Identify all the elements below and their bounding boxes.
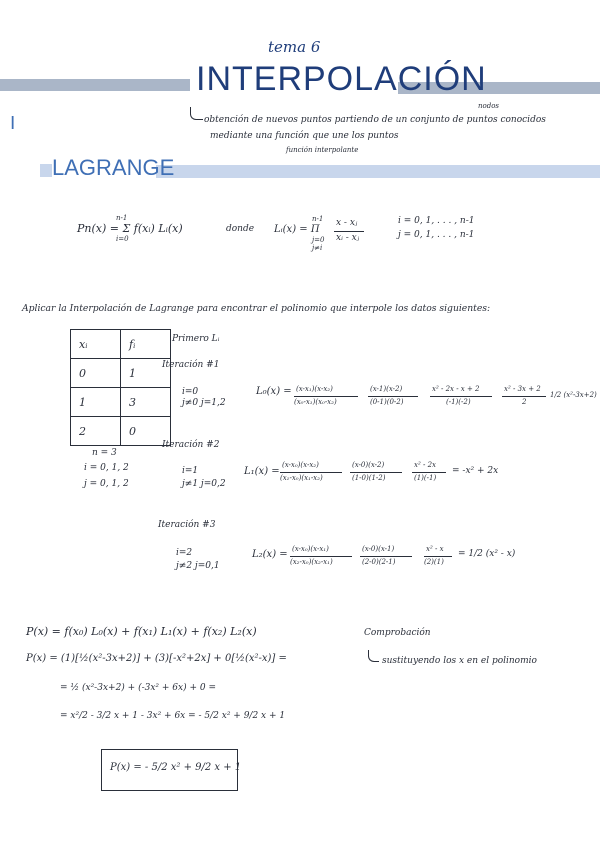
j-values: j = 0, 1, 2 [84,479,129,489]
definition-line1: obtención de nuevos puntos partiendo de un conjunto de puntos conocidos [204,115,546,125]
iteration3-den2: (2-0)(2-1) [362,558,396,566]
section-bar-right [156,165,600,178]
table-row [71,359,171,388]
iteration1-lhs: L₀(x) = [256,386,292,397]
pn-formula: Pn(x) = Σ f(xᵢ) Lᵢ(x) [77,222,183,235]
iteration1-result: 1/2 (x²-3x+2) [550,391,597,399]
iteration1-num2: (x-1)(x-2) [370,385,403,393]
i-values: i = 0, 1, 2 [84,463,129,473]
polynomial-step1: = ½ (x²-3x+2) + (-3x² + 6x) + 0 = [60,683,216,693]
iteration1-num: (x-x₁)(x-x₂) [296,385,333,393]
iteration1-den: (x₀-x₁)(x₀-x₂) [294,398,337,406]
iteration3-den: (x₂-x₀)(x₂-x₁) [290,558,333,566]
li-prod-bottom1: j=0 [312,236,325,244]
iteration2-num3: x² - 2x [414,461,436,469]
iteration3-lhs: L₂(x) = [252,549,288,560]
iteration1-j: j≠0 j=1,2 [182,398,226,408]
table-cell: 3 [121,388,171,417]
iteration3-label: Iteración #3 [158,520,216,530]
iteration1-i: i=0 [182,387,199,397]
table-header-x: xᵢ [71,330,121,359]
iteration2-den3: (1)(-1) [414,474,437,482]
pn-sum-top: n-1 [116,214,128,222]
arrow-icon [190,107,203,120]
table-cell: 1 [121,359,171,388]
section-title: LAGRANGE [52,155,175,180]
table-cell: 0 [71,359,121,388]
iteration2-lhs: L₁(x) = [244,466,280,477]
iteration3-num2: (x-0)(x-1) [362,545,395,553]
arrow-icon [368,650,379,662]
iteration2-bar1 [280,472,342,473]
pn-sum-bottom: i=0 [116,235,129,243]
header-bar-left [0,79,190,91]
li-fraction-bar [334,231,364,232]
comprobacion-note: sustituyendo los x en el polinomio [382,656,537,666]
iteration2-result: = -x² + 2x [452,466,499,476]
iteration3-num: (x-x₀)(x-x₁) [292,545,329,553]
table-cell: 2 [71,417,121,446]
li-lhs: Lᵢ(x) = Π [274,224,320,235]
table-row [71,417,171,446]
polynomial-substitution: P(x) = (1)[½(x²-3x+2)] + (3)[-x²+2x] + 0[½(x²-x)] = [26,653,287,664]
li-denominator: xᵢ - xⱼ [336,233,360,243]
comprobacion-label: Comprobación [364,628,431,638]
iteration2-bar3 [412,472,446,473]
index-j: j = 0, 1, . . . , n-1 [398,230,475,240]
iteration1-bar1 [294,396,358,397]
exercise-prompt: Aplicar la Interpolación de Lagrange para encontrar el polinomio que interpole los datos siguientes: [22,303,491,314]
iteration2-den2: (1-0)(1-2) [352,474,386,482]
iteration2-i: i=1 [182,466,199,476]
table-cell: 0 [121,417,171,446]
iteration3-den3: (2)(1) [424,558,444,566]
iteration2-bar2 [350,472,402,473]
iteration1-den3: (-1)(-2) [446,398,471,406]
iteration1-bar4 [502,396,546,397]
roman-numeral: I [10,113,16,134]
iteration1-num4: x² - 3x + 2 [504,385,541,393]
primero-label: Primero Lᵢ [172,334,220,344]
iteration2-label: Iteración #2 [162,440,220,450]
iteration1-label: Iteración #1 [162,360,220,370]
iteration3-bar3 [424,556,452,557]
iteration1-bar3 [430,396,492,397]
iteration3-result: = 1/2 (x² - x) [458,549,516,559]
iteration2-den: (x₁-x₀)(x₁-x₂) [280,474,323,482]
table-cell: 1 [71,388,121,417]
page-title: INTERPOLACIÓN [196,60,487,98]
li-prod-bottom2: j≠i [312,244,323,252]
iteration3-num3: x² - x [426,545,444,553]
li-numerator: x - xⱼ [336,218,358,228]
iteration3-i: i=2 [176,548,193,558]
iteration1-den2: (0-1)(0-2) [370,398,404,406]
definition-line3: función interpolante [286,146,359,154]
index-i: i = 0, 1, . . . , n-1 [398,216,475,226]
iteration1-bar2 [368,396,418,397]
li-prod-top: n-1 [312,215,324,223]
iteration3-bar2 [360,556,412,557]
polynomial-definition: P(x) = f(x₀) L₀(x) + f(x₁) L₁(x) + f(x₂) L₂(x) [26,625,257,638]
iteration2-num2: (x-0)(x-2) [352,461,385,469]
iteration2-num: (x-x₀)(x-x₂) [282,461,319,469]
donde-label: donde [226,224,255,234]
topic-label: tema 6 [268,38,321,56]
iteration3-bar1 [290,556,352,557]
nodos-note: nodos [478,102,500,110]
table-header-row [71,330,171,359]
iteration2-j: j≠1 j=0,2 [182,479,226,489]
polynomial-step2: = x²/2 - 3/2 x + 1 - 3x² + 6x = - 5/2 x² + 9/2 x + 1 [60,711,286,721]
iteration3-j: j≠2 j=0,1 [176,561,220,571]
final-answer: P(x) = - 5/2 x² + 9/2 x + 1 [110,762,242,773]
section-bar-left [40,164,52,177]
iteration1-den4: 2 [522,398,527,406]
n-value: n = 3 [92,448,117,458]
data-table [70,329,171,446]
table-header-f: fᵢ [121,330,171,359]
definition-line2: mediante una función que une los puntos [210,131,399,141]
table-row [71,388,171,417]
iteration1-num3: x² - 2x - x + 2 [432,385,480,393]
